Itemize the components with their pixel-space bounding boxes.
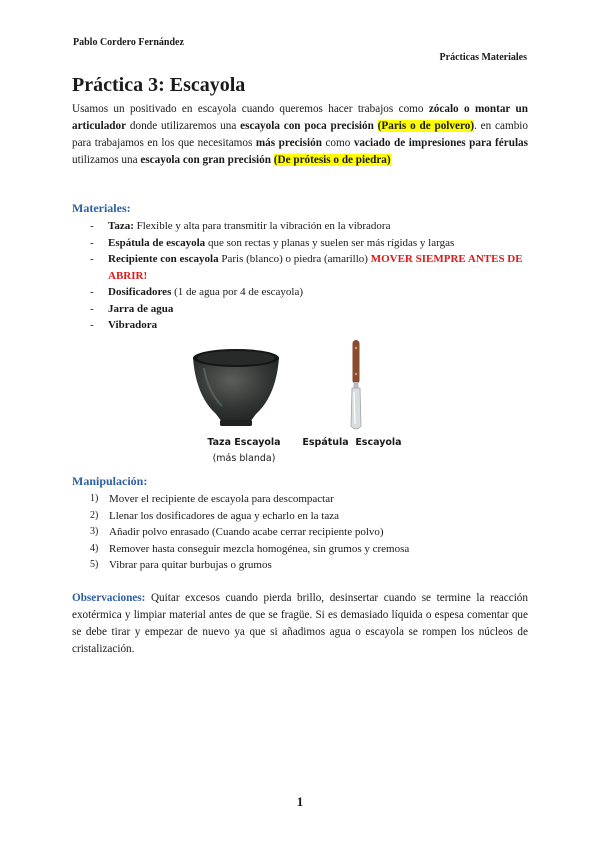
- list-item: 1) Mover el recipiente de escayola para descompactar: [90, 493, 334, 505]
- list-item: - Jarra de agua: [90, 301, 530, 318]
- list-item: 4) Remover hasta conseguir mezcla homogénea, sin grumos y cremosa: [90, 542, 410, 555]
- list-item: 3) Añadir polvo enrasado (Cuando acabe cerrar recipiente polvo): [90, 526, 384, 538]
- bowl-caption: Taza Escayola: [207, 437, 281, 448]
- mixing-bowl-image: [190, 346, 282, 430]
- list-item: - Vibradora: [90, 317, 530, 334]
- list-item: 2) Llenar los dosificadores de agua y echarlo en la taza: [90, 509, 339, 522]
- page-number: 1: [296, 794, 304, 809]
- page-title: Práctica 3: Escayola: [72, 74, 246, 96]
- highlight-protesis: (De prótesis o de piedra): [273, 154, 391, 166]
- manipulacion-steps: [90, 491, 530, 574]
- spatula-image: [344, 338, 368, 434]
- list-item: 5) Vibrar para quitar burbujas o grumos: [90, 559, 272, 571]
- list-item: - Espátula de escayola que son rectas y planas y suelen ser más rígidas y largas: [90, 235, 530, 252]
- manipulacion-heading: Manipulación:: [72, 474, 148, 488]
- highlight-paris: (Paris o de polvero): [377, 120, 475, 132]
- header-author: Pablo Cordero Fernández: [73, 37, 184, 48]
- observaciones-label: Observaciones:: [72, 592, 146, 604]
- list-item: - Dosificadores (1 de agua por 4 de escayola): [90, 284, 530, 301]
- materiales-heading: Materiales:: [72, 201, 131, 215]
- materiales-list: [90, 218, 530, 334]
- intro-paragraph: Usamos un positivado en escayola cuando queremos hacer trabajos como zócalo o montar un articulador donde utilizaremos una escayola con poca precisión (Paris o de polvero). en cambio para trabajamos en los que necesitamos más precisión como vaciado de impresiones para férulas utilizamos una escayola con gran precisión (De prótesis o de piedra): [72, 103, 528, 166]
- warning-text: MOVER SIEMPRE ANTES DE ABRIR!: [108, 253, 523, 282]
- spatula-caption: Espátula Escayola: [302, 437, 402, 448]
- header-subject: Prácticas Materiales: [439, 52, 527, 63]
- bowl-note: (más blanda): [212, 453, 276, 464]
- list-item: - Recipiente con escayola Paris (blanco) o piedra (amarillo) MOVER SIEMPRE ANTES DE ABRIR!: [90, 251, 530, 284]
- list-item: - Taza: Flexible y alta para transmitir la vibración en la vibradora: [90, 218, 530, 235]
- observaciones-paragraph: Observaciones: Quitar excesos cuando pierda brillo, desinsertar cuando se termine la reacción exotérmica y limpiar material antes de que se fragüe. Si es demasiado líquida o espesa comentar que se debe tirar y empezar de nuevo ya que si añadimos agua o escayola se rompen los núcleos de cristalización.: [72, 592, 528, 655]
